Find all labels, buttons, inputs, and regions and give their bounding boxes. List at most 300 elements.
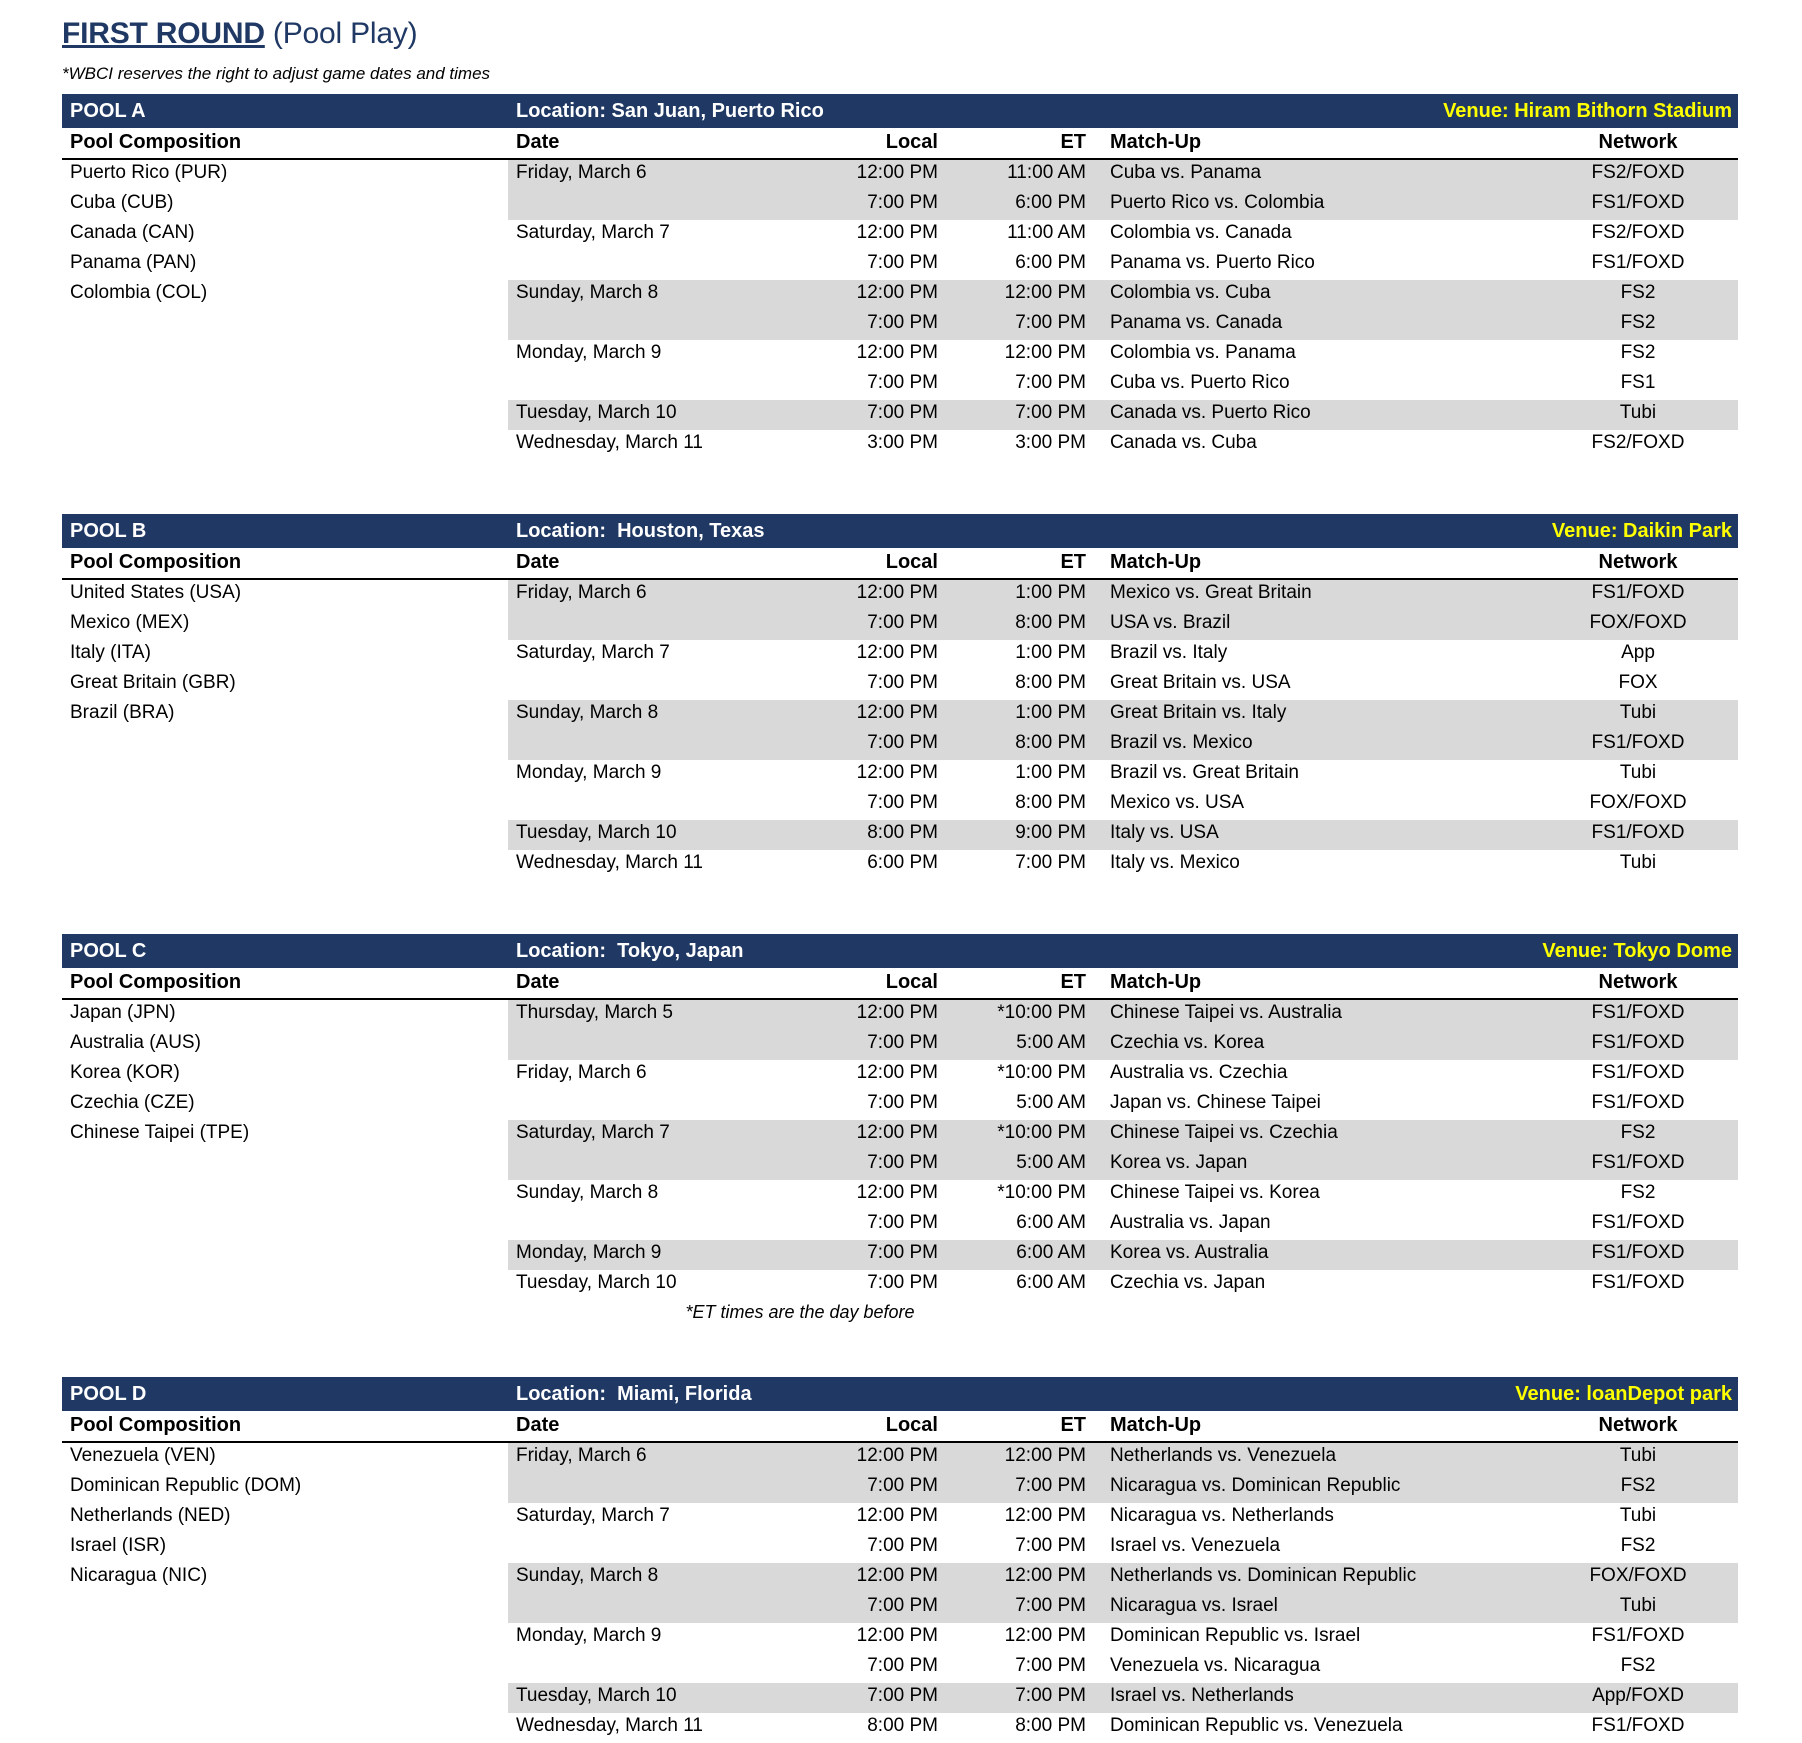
disclaimer-text: *WBCI reserves the right to adjust game dates and times: [62, 64, 491, 83]
table-row: [62, 1683, 1738, 1713]
pool-name: POOL C: [70, 939, 147, 962]
game-matchup: Dominican Republic vs. Israel: [1110, 1625, 1361, 1646]
game-network: Tubi: [1619, 1505, 1657, 1526]
game-date: Thursday, March 5: [508, 999, 788, 1030]
game-local-time: 12:00 PM: [856, 342, 938, 363]
pool-composition-team: Cuba (CUB): [70, 192, 174, 213]
game-et-time: 12:00 PM: [948, 1442, 1098, 1473]
game-local-time: 7:00 PM: [788, 1683, 948, 1713]
game-local-time: 7:00 PM: [788, 310, 948, 340]
table-row: [62, 850, 1738, 880]
game-local-time: 7:00 PM: [867, 672, 938, 693]
game-network: FS2: [1538, 1473, 1738, 1503]
pool-block: [62, 1377, 1738, 1743]
table-header-row: [62, 128, 1738, 159]
game-local-time: 6:00 PM: [867, 852, 938, 873]
game-matchup: Panama vs. Puerto Rico: [1110, 252, 1315, 273]
game-local-time: 7:00 PM: [867, 372, 938, 393]
game-date: [508, 1473, 788, 1503]
column-header-et: ET: [948, 1411, 1098, 1442]
game-et-time: 8:00 PM: [1015, 1715, 1086, 1736]
table-row: [62, 370, 1738, 400]
pool-composition-team: Canada (CAN): [70, 222, 195, 243]
game-date: [508, 610, 788, 640]
game-date: Friday, March 6: [508, 1442, 788, 1473]
game-local-time: 7:00 PM: [788, 400, 948, 430]
game-network: FOX/FOXD: [1538, 1563, 1738, 1593]
game-et-time: 8:00 PM: [1015, 672, 1086, 693]
game-network: FS2/FOXD: [1591, 432, 1685, 453]
game-date: [508, 1593, 788, 1623]
pool-composition-team: Netherlands (NED): [70, 1505, 231, 1526]
game-local-time: 7:00 PM: [788, 1473, 948, 1503]
game-date: [508, 1030, 788, 1060]
table-row: [62, 430, 1738, 460]
pool-composition-team: [62, 1210, 508, 1240]
game-et-time: *10:00 PM: [997, 1062, 1086, 1083]
pool-header: [62, 934, 1738, 968]
table-row: [62, 1593, 1738, 1623]
game-et-time: 8:00 PM: [948, 610, 1098, 640]
game-network: FOX/FOXD: [1589, 792, 1687, 813]
game-date: Sunday, March 8: [508, 1563, 788, 1593]
game-local-time: 3:00 PM: [867, 432, 938, 453]
game-local-time: 12:00 PM: [856, 642, 938, 663]
table-row: [62, 1060, 1738, 1090]
game-network: FS1/FOXD: [1538, 999, 1738, 1030]
game-matchup: Israel vs. Netherlands: [1098, 1683, 1538, 1713]
pool-spacer: [0, 460, 1802, 504]
table-row: [62, 310, 1738, 340]
game-et-time: 6:00 PM: [948, 190, 1098, 220]
game-date: Monday, March 9: [516, 1625, 662, 1646]
page-title-rest: (Pool Play): [264, 17, 418, 50]
game-date: Friday, March 6: [508, 579, 788, 610]
game-date: Friday, March 6: [508, 159, 788, 190]
pool-block: [62, 934, 1738, 1323]
table-row: [62, 400, 1738, 430]
game-network: Tubi: [1538, 1442, 1738, 1473]
pool-composition-team: Japan (JPN): [70, 1002, 176, 1023]
game-et-time: 12:00 PM: [1004, 342, 1086, 363]
game-matchup: Canada vs. Puerto Rico: [1098, 400, 1538, 430]
column-header-matchup: Match-Up: [1098, 968, 1538, 999]
game-et-time: 7:00 PM: [1015, 372, 1086, 393]
game-network: FS1/FOXD: [1538, 820, 1738, 850]
game-local-time: 7:00 PM: [788, 1240, 948, 1270]
game-network: FS1/FOXD: [1591, 1212, 1685, 1233]
game-local-time: 12:00 PM: [788, 1563, 948, 1593]
game-matchup: Australia vs. Czechia: [1110, 1062, 1288, 1083]
game-network: FS2: [1620, 1535, 1656, 1556]
game-local-time: 7:00 PM: [788, 1150, 948, 1180]
game-matchup: Israel vs. Venezuela: [1110, 1535, 1281, 1556]
pool-composition-team: Italy (ITA): [70, 642, 151, 663]
game-et-time: 8:00 PM: [1015, 792, 1086, 813]
pool-venue: Venue: Tokyo Dome: [1542, 939, 1732, 962]
game-date: [508, 730, 788, 760]
game-et-time: 6:00 PM: [1015, 252, 1086, 273]
pool-schedule-table: [62, 1411, 1738, 1743]
page-title: [62, 16, 1802, 52]
game-network: App: [1621, 642, 1655, 663]
game-date: Tuesday, March 10: [508, 1683, 788, 1713]
game-et-time: 12:00 PM: [948, 280, 1098, 310]
game-date: [508, 1210, 788, 1240]
game-et-time: 8:00 PM: [948, 730, 1098, 760]
game-local-time: 12:00 PM: [788, 999, 948, 1030]
game-network: FOX: [1618, 672, 1658, 693]
game-matchup: Czechia vs. Korea: [1098, 1030, 1538, 1060]
table-row: [62, 1270, 1738, 1300]
game-matchup: Colombia vs. Cuba: [1098, 280, 1538, 310]
pool-composition-team: [62, 790, 508, 820]
column-header-composition: Pool Composition: [62, 1411, 508, 1442]
pool-composition-team: [62, 1240, 508, 1270]
game-date: [508, 190, 788, 220]
game-date: Sunday, March 8: [508, 700, 788, 730]
table-row: [62, 280, 1738, 310]
pool-composition-team: Israel (ISR): [70, 1535, 167, 1556]
game-et-time: *10:00 PM: [948, 999, 1098, 1030]
game-network: FS1/FOXD: [1538, 1240, 1738, 1270]
table-row: [62, 700, 1738, 730]
pool-composition-team: [62, 760, 508, 790]
column-header-et: ET: [948, 548, 1098, 579]
table-row: [62, 159, 1738, 190]
game-et-time: 7:00 PM: [948, 1683, 1098, 1713]
column-header-date: Date: [508, 548, 788, 579]
table-row: [62, 640, 1738, 670]
game-local-time: 7:00 PM: [788, 190, 948, 220]
game-network: FS2: [1620, 1655, 1656, 1676]
game-matchup: Brazil vs. Great Britain: [1110, 762, 1299, 783]
game-matchup: Italy vs. USA: [1098, 820, 1538, 850]
pool-footnote: *ET times are the day before: [685, 1302, 915, 1322]
game-date: Tuesday, March 10: [516, 1272, 677, 1293]
game-network: FS1/FOXD: [1538, 579, 1738, 610]
game-date: Saturday, March 7: [508, 1120, 788, 1150]
game-date: Saturday, March 7: [516, 642, 670, 663]
page-title-strong: FIRST ROUND: [62, 17, 265, 50]
game-local-time: 12:00 PM: [856, 1062, 938, 1083]
pool-composition-team: [62, 850, 508, 880]
column-header-matchup: Match-Up: [1098, 128, 1538, 159]
pool-composition-team: [62, 1683, 508, 1713]
pool-spacer: [0, 880, 1802, 924]
pool-composition-team: Chinese Taipei (TPE): [70, 1122, 250, 1143]
game-local-time: 12:00 PM: [856, 762, 938, 783]
game-date: [508, 370, 788, 400]
pool-composition-team: [62, 1623, 508, 1653]
game-network: FS1/FOXD: [1591, 1272, 1685, 1293]
game-et-time: 7:00 PM: [1015, 1655, 1086, 1676]
table-row: [62, 820, 1738, 850]
table-header-row: [62, 968, 1738, 999]
game-matchup: Korea vs. Australia: [1098, 1240, 1538, 1270]
pool-composition-team: Colombia (COL): [70, 282, 208, 303]
game-et-time: 7:00 PM: [1015, 852, 1086, 873]
game-matchup: Korea vs. Japan: [1098, 1150, 1538, 1180]
game-network: FS2: [1620, 1182, 1656, 1203]
game-date: Saturday, March 7: [516, 222, 670, 243]
game-et-time: 1:00 PM: [1015, 762, 1086, 783]
game-et-time: 1:00 PM: [1015, 642, 1086, 663]
game-et-time: 7:00 PM: [948, 400, 1098, 430]
game-local-time: 12:00 PM: [856, 1182, 938, 1203]
pool-composition-team: Brazil (BRA): [70, 702, 175, 723]
pool-name: POOL D: [70, 1382, 147, 1405]
game-matchup: USA vs. Brazil: [1098, 610, 1538, 640]
column-header-composition: Pool Composition: [62, 548, 508, 579]
game-matchup: Colombia vs. Panama: [1110, 342, 1296, 363]
game-et-time: 3:00 PM: [1015, 432, 1086, 453]
pool-composition-team: Nicaragua (NIC): [70, 1565, 208, 1586]
game-network: FOX/FOXD: [1538, 610, 1738, 640]
game-matchup: Panama vs. Canada: [1098, 310, 1538, 340]
game-et-time: 5:00 AM: [1016, 1092, 1086, 1113]
page-title-wrap: [0, 0, 1802, 52]
table-row: [62, 1503, 1738, 1533]
game-network: FS1/FOXD: [1538, 1150, 1738, 1180]
game-matchup: Puerto Rico vs. Colombia: [1098, 190, 1538, 220]
pool-composition-team: Australia (AUS): [70, 1032, 201, 1053]
game-date: Monday, March 9: [516, 342, 662, 363]
game-local-time: 12:00 PM: [856, 1505, 938, 1526]
game-network: FS1/FOXD: [1591, 1715, 1685, 1736]
game-local-time: 12:00 PM: [788, 1120, 948, 1150]
game-local-time: 7:00 PM: [788, 1593, 948, 1623]
game-local-time: 7:00 PM: [867, 252, 938, 273]
pool-composition-team: Puerto Rico (PUR): [70, 162, 228, 183]
game-date: [508, 670, 788, 700]
game-local-time: 12:00 PM: [788, 700, 948, 730]
game-et-time: *10:00 PM: [948, 1120, 1098, 1150]
pool-schedule-table: [62, 128, 1738, 460]
table-row: [62, 1442, 1738, 1473]
game-matchup: Great Britain vs. USA: [1110, 672, 1291, 693]
game-date: [508, 310, 788, 340]
game-network: FS1: [1620, 372, 1656, 393]
game-matchup: Cuba vs. Puerto Rico: [1110, 372, 1290, 393]
table-row: [62, 1713, 1738, 1743]
game-et-time: 5:00 AM: [948, 1030, 1098, 1060]
game-et-time: 1:00 PM: [948, 700, 1098, 730]
pool-header: [62, 94, 1738, 128]
game-matchup: Chinese Taipei vs. Czechia: [1098, 1120, 1538, 1150]
pool-schedule-table: [62, 968, 1738, 1300]
pool-composition-team: Great Britain (GBR): [70, 672, 236, 693]
game-et-time: 9:00 PM: [948, 820, 1098, 850]
game-network: FS2: [1620, 342, 1656, 363]
game-matchup: Cuba vs. Panama: [1098, 159, 1538, 190]
game-date: Monday, March 9: [508, 1240, 788, 1270]
game-matchup: Brazil vs. Italy: [1110, 642, 1228, 663]
game-network: FS2/FOXD: [1538, 159, 1738, 190]
game-et-time: 7:00 PM: [1015, 1535, 1086, 1556]
game-local-time: 12:00 PM: [788, 159, 948, 190]
game-matchup: Japan vs. Chinese Taipei: [1110, 1092, 1321, 1113]
game-network: FS1/FOXD: [1591, 1625, 1685, 1646]
table-row: [62, 1120, 1738, 1150]
game-local-time: 7:00 PM: [867, 792, 938, 813]
pool-location: Location: Tokyo, Japan: [516, 939, 744, 962]
pool-location: Location: Houston, Texas: [516, 519, 765, 542]
pool-composition-team: [62, 400, 508, 430]
table-row: [62, 1180, 1738, 1210]
pool-composition-team: Panama (PAN): [70, 252, 197, 273]
table-row: [62, 1210, 1738, 1240]
table-header-row: [62, 1411, 1738, 1442]
game-network: FS2: [1538, 280, 1738, 310]
game-network: FS1/FOXD: [1591, 252, 1685, 273]
game-network: App/FOXD: [1538, 1683, 1738, 1713]
pool-composition-team: [62, 1713, 508, 1743]
pool-composition-team: [62, 370, 508, 400]
game-matchup: Netherlands vs. Venezuela: [1098, 1442, 1538, 1473]
column-header-date: Date: [508, 128, 788, 159]
table-row: [62, 1150, 1738, 1180]
table-row: [62, 190, 1738, 220]
game-date: [508, 1150, 788, 1180]
column-header-network: Network: [1538, 128, 1738, 159]
game-date: Friday, March 6: [516, 1062, 647, 1083]
game-matchup: Nicaragua vs. Netherlands: [1110, 1505, 1334, 1526]
table-row: [62, 730, 1738, 760]
column-header-et: ET: [948, 968, 1098, 999]
game-date: [508, 1533, 788, 1563]
game-et-time: 12:00 PM: [1004, 1625, 1086, 1646]
game-et-time: 12:00 PM: [1004, 1505, 1086, 1526]
table-row: [62, 760, 1738, 790]
pool-header: [62, 514, 1738, 548]
column-header-matchup: Match-Up: [1098, 548, 1538, 579]
game-date: Sunday, March 8: [516, 1182, 659, 1203]
column-header-local: Local: [788, 128, 948, 159]
game-et-time: *10:00 PM: [997, 1182, 1086, 1203]
game-date: [508, 250, 788, 280]
pool-composition-team: [62, 1653, 508, 1683]
game-local-time: 7:00 PM: [788, 730, 948, 760]
game-matchup: Nicaragua vs. Dominican Republic: [1098, 1473, 1538, 1503]
game-matchup: Mexico vs. Great Britain: [1098, 579, 1538, 610]
table-row: [62, 999, 1738, 1030]
game-date: [508, 1653, 788, 1683]
game-local-time: 7:00 PM: [788, 610, 948, 640]
game-date: Tuesday, March 10: [508, 400, 788, 430]
table-header-row: [62, 548, 1738, 579]
pool-location: Location: Miami, Florida: [516, 1382, 752, 1405]
game-et-time: 6:00 AM: [948, 1240, 1098, 1270]
game-network: Tubi: [1538, 700, 1738, 730]
game-et-time: 6:00 AM: [1016, 1272, 1086, 1293]
game-local-time: 12:00 PM: [856, 1625, 938, 1646]
game-et-time: 11:00 AM: [1007, 222, 1086, 243]
column-header-date: Date: [508, 968, 788, 999]
pool-composition-team: Mexico (MEX): [70, 612, 190, 633]
game-matchup: Great Britain vs. Italy: [1098, 700, 1538, 730]
column-header-local: Local: [788, 968, 948, 999]
pool-name: POOL B: [70, 519, 147, 542]
pool-composition-team: [62, 730, 508, 760]
column-header-matchup: Match-Up: [1098, 1411, 1538, 1442]
game-network: FS1/FOXD: [1538, 190, 1738, 220]
pool-composition-team: [62, 340, 508, 370]
game-network: Tubi: [1538, 400, 1738, 430]
game-local-time: 12:00 PM: [856, 222, 938, 243]
game-date: Wednesday, March 11: [516, 1715, 703, 1736]
game-et-time: 5:00 AM: [948, 1150, 1098, 1180]
game-date: Monday, March 9: [516, 762, 662, 783]
game-date: Tuesday, March 10: [508, 820, 788, 850]
game-date: Saturday, March 7: [516, 1505, 670, 1526]
pool-block: [62, 94, 1738, 460]
game-matchup: Brazil vs. Mexico: [1098, 730, 1538, 760]
game-network: FS1/FOXD: [1591, 1092, 1685, 1113]
game-matchup: Mexico vs. USA: [1110, 792, 1245, 813]
table-row: [62, 790, 1738, 820]
pool-composition-team: Korea (KOR): [70, 1062, 180, 1083]
game-et-time: 7:00 PM: [948, 310, 1098, 340]
game-local-time: 7:00 PM: [788, 1030, 948, 1060]
game-local-time: 12:00 PM: [788, 1442, 948, 1473]
column-header-local: Local: [788, 1411, 948, 1442]
game-matchup: Venezuela vs. Nicaragua: [1110, 1655, 1321, 1676]
pool-venue: Venue: Hiram Bithorn Stadium: [1443, 99, 1732, 122]
game-et-time: 12:00 PM: [948, 1563, 1098, 1593]
game-local-time: 8:00 PM: [788, 820, 948, 850]
game-network: FS1/FOXD: [1538, 730, 1738, 760]
game-local-time: 7:00 PM: [867, 1092, 938, 1113]
game-et-time: 7:00 PM: [948, 1593, 1098, 1623]
game-local-time: 12:00 PM: [788, 280, 948, 310]
game-local-time: 7:00 PM: [867, 1535, 938, 1556]
game-et-time: 1:00 PM: [948, 579, 1098, 610]
pool-composition-team: Czechia (CZE): [70, 1092, 195, 1113]
game-et-time: 7:00 PM: [948, 1473, 1098, 1503]
game-local-time: 7:00 PM: [867, 1655, 938, 1676]
pool-schedule-table: [62, 548, 1738, 880]
pool-composition-team: [62, 1270, 508, 1300]
table-row: [62, 579, 1738, 610]
table-row: [62, 1240, 1738, 1270]
pool-composition-team: Dominican Republic (DOM): [70, 1475, 302, 1496]
pool-header: [62, 1377, 1738, 1411]
game-matchup: Chinese Taipei vs. Australia: [1098, 999, 1538, 1030]
game-matchup: Nicaragua vs. Israel: [1098, 1593, 1538, 1623]
pool-composition-team: [62, 1180, 508, 1210]
pool-block: [62, 514, 1738, 880]
game-matchup: Dominican Republic vs. Venezuela: [1110, 1715, 1403, 1736]
game-date: [508, 790, 788, 820]
game-matchup: Australia vs. Japan: [1110, 1212, 1271, 1233]
pool-spacer: [0, 1323, 1802, 1367]
game-network: Tubi: [1619, 762, 1657, 783]
column-header-network: Network: [1538, 968, 1738, 999]
pool-composition-team: Venezuela (VEN): [70, 1445, 216, 1466]
pools-container: [0, 94, 1802, 1743]
pool-composition-team: [62, 1150, 508, 1180]
game-matchup: Chinese Taipei vs. Korea: [1110, 1182, 1320, 1203]
game-date: Sunday, March 8: [508, 280, 788, 310]
game-date: [508, 1090, 788, 1120]
column-header-et: ET: [948, 128, 1098, 159]
game-network: FS1/FOXD: [1591, 1062, 1685, 1083]
table-row: [62, 1623, 1738, 1653]
game-matchup: Canada vs. Cuba: [1110, 432, 1257, 453]
pool-composition-team: [62, 310, 508, 340]
game-matchup: Netherlands vs. Dominican Republic: [1098, 1563, 1538, 1593]
